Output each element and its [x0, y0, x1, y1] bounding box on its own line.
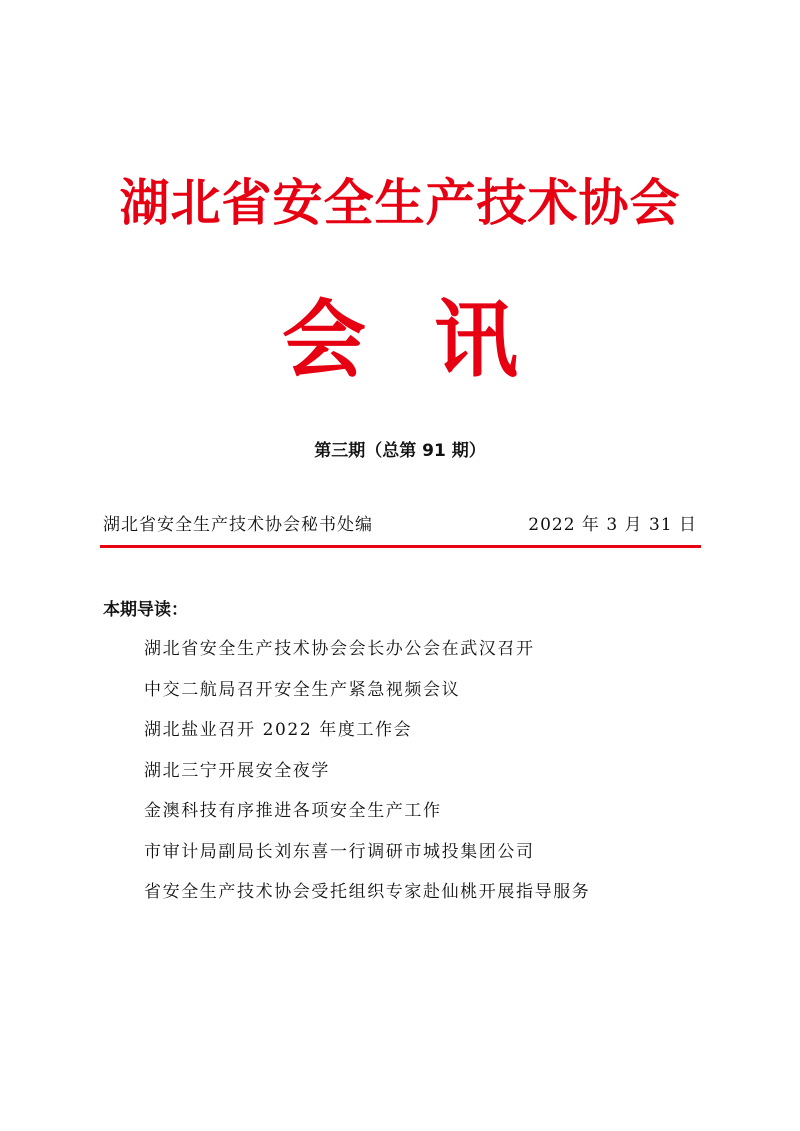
toc-item[interactable]: 省安全生产技术协会受托组织专家赴仙桃开展指导服务 [144, 882, 591, 902]
toc-item[interactable]: 湖北省安全生产技术协会会长办公会在武汉召开 [144, 639, 535, 659]
organization-title: 湖北省安全生产技术协会 [119, 173, 681, 232]
masthead-meta-row [103, 510, 697, 540]
editor-line: 湖北省安全生产技术协会秘书处编 [103, 515, 373, 535]
toc-item[interactable]: 市审计局副局长刘东喜一行调研市城投集团公司 [144, 841, 535, 862]
red-divider [100, 545, 701, 548]
toc-item[interactable]: 金澳科技有序推进各项安全生产工作 [144, 801, 442, 821]
toc-item[interactable]: 中交二航局召开安全生产紧急视频会议 [144, 679, 461, 700]
publication-name: 会讯 [281, 290, 586, 389]
toc-item[interactable]: 湖北三宁开展安全夜学 [144, 760, 330, 781]
toc-list [144, 635, 590, 919]
toc-heading: 本期导读： [103, 600, 188, 620]
publication-date: 2022 年 3 月 31 日 [528, 515, 697, 535]
toc-item[interactable]: 湖北盐业召开 2022 年度工作会 [144, 720, 413, 740]
issue-number: 第三期（总第 91 期） [314, 441, 486, 461]
